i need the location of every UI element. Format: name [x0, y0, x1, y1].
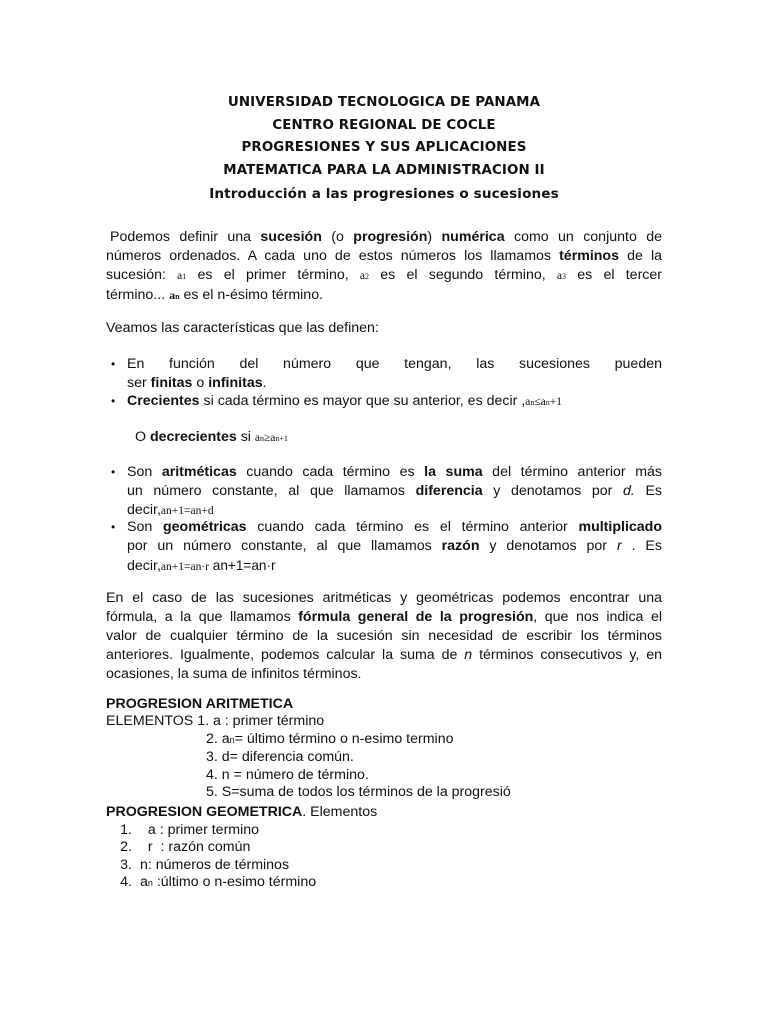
- text: PROGRESION ARITMETICA: [106, 696, 294, 712]
- section-heading: [106, 696, 511, 713]
- section-title: Introducción a las progresiones o sucesiones: [209, 186, 559, 202]
- text: Es: [634, 483, 663, 499]
- symbol-a3: [557, 270, 566, 282]
- text: es el segundo término,: [369, 267, 557, 283]
- list-number: 1.: [120, 821, 132, 838]
- list-number: 3.: [120, 856, 132, 873]
- term-formula-general: fórmula general de la progresión: [298, 609, 534, 625]
- decrecientes-line: [135, 428, 691, 448]
- term-progresion: progresión: [353, 229, 428, 245]
- subscript: n: [147, 878, 153, 889]
- bullet-item-geometricas: [111, 518, 663, 577]
- text: sucesión:: [106, 267, 178, 283]
- term-infinitas: infinitas: [208, 375, 263, 391]
- text: [127, 556, 662, 577]
- symbol-a1: [177, 270, 186, 282]
- text: [106, 608, 662, 627]
- term-numerica: numérica: [441, 229, 505, 245]
- bullet-icon: •: [111, 465, 116, 479]
- bullet-icon: •: [111, 394, 116, 408]
- list-item: 5. S=suma de todos los términos de la progresió: [206, 784, 511, 801]
- text: :último o n-esimo término: [152, 874, 317, 891]
- term-terminos: términos: [559, 248, 619, 264]
- text: ≥a: [264, 432, 276, 444]
- intro-line-1: [106, 228, 662, 247]
- term-finitas: finitas: [150, 375, 193, 391]
- veamos-line: Veamos las características que las definen:: [106, 320, 379, 336]
- text: y denotamos por: [479, 538, 617, 554]
- course-name: MATEMATICA PARA LA ADMINISTRACION II: [223, 162, 545, 178]
- term-sucesion: sucesión: [260, 229, 322, 245]
- term-crecientes: Crecientes: [127, 393, 200, 409]
- text: n: números de términos: [140, 856, 290, 873]
- text: fórmula, a la que llamamos: [106, 609, 299, 625]
- text: [127, 482, 662, 501]
- text: r : razón común: [140, 839, 251, 856]
- subscript: n+1: [275, 434, 288, 443]
- bullet-icon: •: [111, 357, 116, 371]
- text: un número constante, al que llamamos: [127, 483, 416, 499]
- formula-decrecientes: [255, 432, 288, 444]
- text: decir,: [127, 558, 161, 574]
- text: anteriores. Igualmente, podemos calcular la suma de: [106, 647, 465, 663]
- text: Son: [127, 519, 163, 535]
- symbol-a2: [360, 270, 369, 282]
- general-formula-paragraph: [106, 589, 662, 684]
- term-la-suma: la suma: [424, 464, 483, 480]
- text: (o: [321, 229, 354, 245]
- list-item: 3. d= diferencia común.: [206, 749, 354, 766]
- intro-line-2: [106, 247, 662, 266]
- list-item: [106, 731, 511, 749]
- text: valor de cualquier término de la sucesión sin necesidad de escribir los términos: [106, 628, 662, 644]
- intro-line-4: [106, 286, 662, 306]
- intro-line-3: [106, 266, 662, 286]
- text: ): [427, 229, 442, 245]
- text: del término anterior más: [482, 464, 663, 480]
- regional-center: CENTRO REGIONAL DE COCLE: [272, 117, 496, 133]
- text: Son: [127, 464, 162, 480]
- bullet-item-finitude: [111, 355, 662, 393]
- text: a: [556, 270, 563, 282]
- text: . Es: [621, 538, 662, 554]
- text: es el tercer: [566, 267, 663, 283]
- text: [127, 392, 662, 412]
- text: = último término o n-esimo termino: [234, 730, 454, 747]
- subscript: n: [545, 398, 550, 407]
- text: [127, 374, 662, 393]
- formula-aritmetica: an+1=an+d: [160, 505, 214, 517]
- text: a: [169, 288, 176, 302]
- text: término...: [106, 287, 170, 303]
- text: a : primer termino: [140, 821, 260, 838]
- term-geometricas: geométricas: [162, 519, 247, 535]
- term-diferencia: diferencia: [415, 483, 483, 499]
- subscript: 1: [182, 272, 187, 281]
- list-item: 4. n = número de término.: [206, 766, 369, 783]
- university-name: UNIVERSIDAD TECNOLOGICA DE PANAMA: [227, 95, 541, 110]
- text: , que nos indica el: [533, 609, 662, 625]
- text: es el n-ésimo término.: [179, 287, 324, 303]
- text: .: [262, 375, 267, 391]
- list-item: [106, 839, 377, 857]
- text: ocasiones, la suma de infinitos términos.: [106, 666, 362, 682]
- subscript: n: [260, 434, 264, 443]
- text: En el caso de las sucesiones aritméticas y geométricas podemos encontrar una: [106, 590, 662, 606]
- symbol-r: r: [616, 538, 622, 554]
- text: es el primer término,: [186, 267, 360, 283]
- text: decir,: [127, 502, 161, 518]
- text: y denotamos por: [482, 483, 623, 499]
- list-item: [106, 874, 377, 893]
- subscript: n: [175, 292, 180, 301]
- text: por un número constante, al que llamamos: [127, 538, 442, 554]
- list-item: [106, 822, 377, 840]
- intro-paragraph: [106, 228, 662, 306]
- subscript: 2: [365, 272, 370, 281]
- term-aritmeticas: aritméticas: [161, 464, 237, 480]
- bullet-item-crecientes: [111, 392, 662, 412]
- subscript: n: [229, 734, 235, 745]
- text: a: [525, 396, 531, 408]
- text: a: [254, 432, 260, 444]
- symbol-d: d.: [622, 483, 635, 499]
- list-item: ELEMENTOS 1. a : primer término: [106, 713, 325, 730]
- formula-crecientes: [525, 396, 562, 408]
- subscript: n: [530, 398, 535, 407]
- text: a: [140, 874, 148, 891]
- text: En función del número que tengan, las sucesiones pueden: [127, 356, 662, 372]
- list-item: [106, 857, 377, 875]
- document-header: [0, 92, 768, 206]
- text: o: [192, 375, 209, 391]
- text: cuando cada término es el término anterior: [246, 519, 579, 535]
- text: +1: [549, 396, 563, 408]
- text: si cada término es mayor que su anterior, es decir ,: [199, 393, 526, 409]
- text: como un conjunto de: [504, 229, 662, 245]
- text: de la: [619, 248, 662, 264]
- arithmetic-progression-section: [106, 696, 511, 801]
- list-number: 4.: [120, 874, 132, 891]
- text: [106, 646, 662, 665]
- section-heading: [106, 804, 377, 822]
- text: términos consecutivos y, en: [472, 647, 662, 663]
- text: ser: [127, 375, 151, 391]
- text: O: [135, 429, 150, 445]
- text: . Elementos: [302, 804, 378, 820]
- formula-geometrica: an+1=an·r: [160, 561, 210, 573]
- text: [127, 537, 662, 556]
- symbol-n: n: [464, 647, 473, 663]
- text: si: [236, 429, 255, 445]
- formula-geometrica-plain: an+1=an·r: [209, 558, 276, 573]
- term-razon: razón: [441, 538, 480, 554]
- text: a: [359, 270, 366, 282]
- text: a: [177, 270, 183, 282]
- bullet-icon: •: [111, 520, 116, 534]
- text: PROGRESION GEOMETRICA: [106, 804, 303, 820]
- text: [127, 463, 662, 482]
- bullet-item-aritmeticas: [111, 463, 663, 521]
- symbol-an: [169, 288, 179, 302]
- list-number: 2.: [120, 839, 132, 856]
- document-title: PROGRESIONES Y SUS APLICACIONES: [241, 140, 527, 155]
- text: Podemos definir una: [110, 229, 261, 245]
- subscript: 3: [562, 272, 567, 281]
- text: [127, 518, 662, 537]
- text: 2. a: [206, 730, 230, 747]
- text: cuando cada término es: [236, 464, 425, 480]
- geometric-progression-section: [106, 804, 377, 893]
- text: números ordenados. A cada uno de estos números los llamamos: [106, 248, 560, 264]
- text: ≤a: [534, 396, 546, 408]
- term-decrecientes: decrecientes: [149, 429, 237, 445]
- term-multiplicado: multiplicado: [578, 519, 663, 535]
